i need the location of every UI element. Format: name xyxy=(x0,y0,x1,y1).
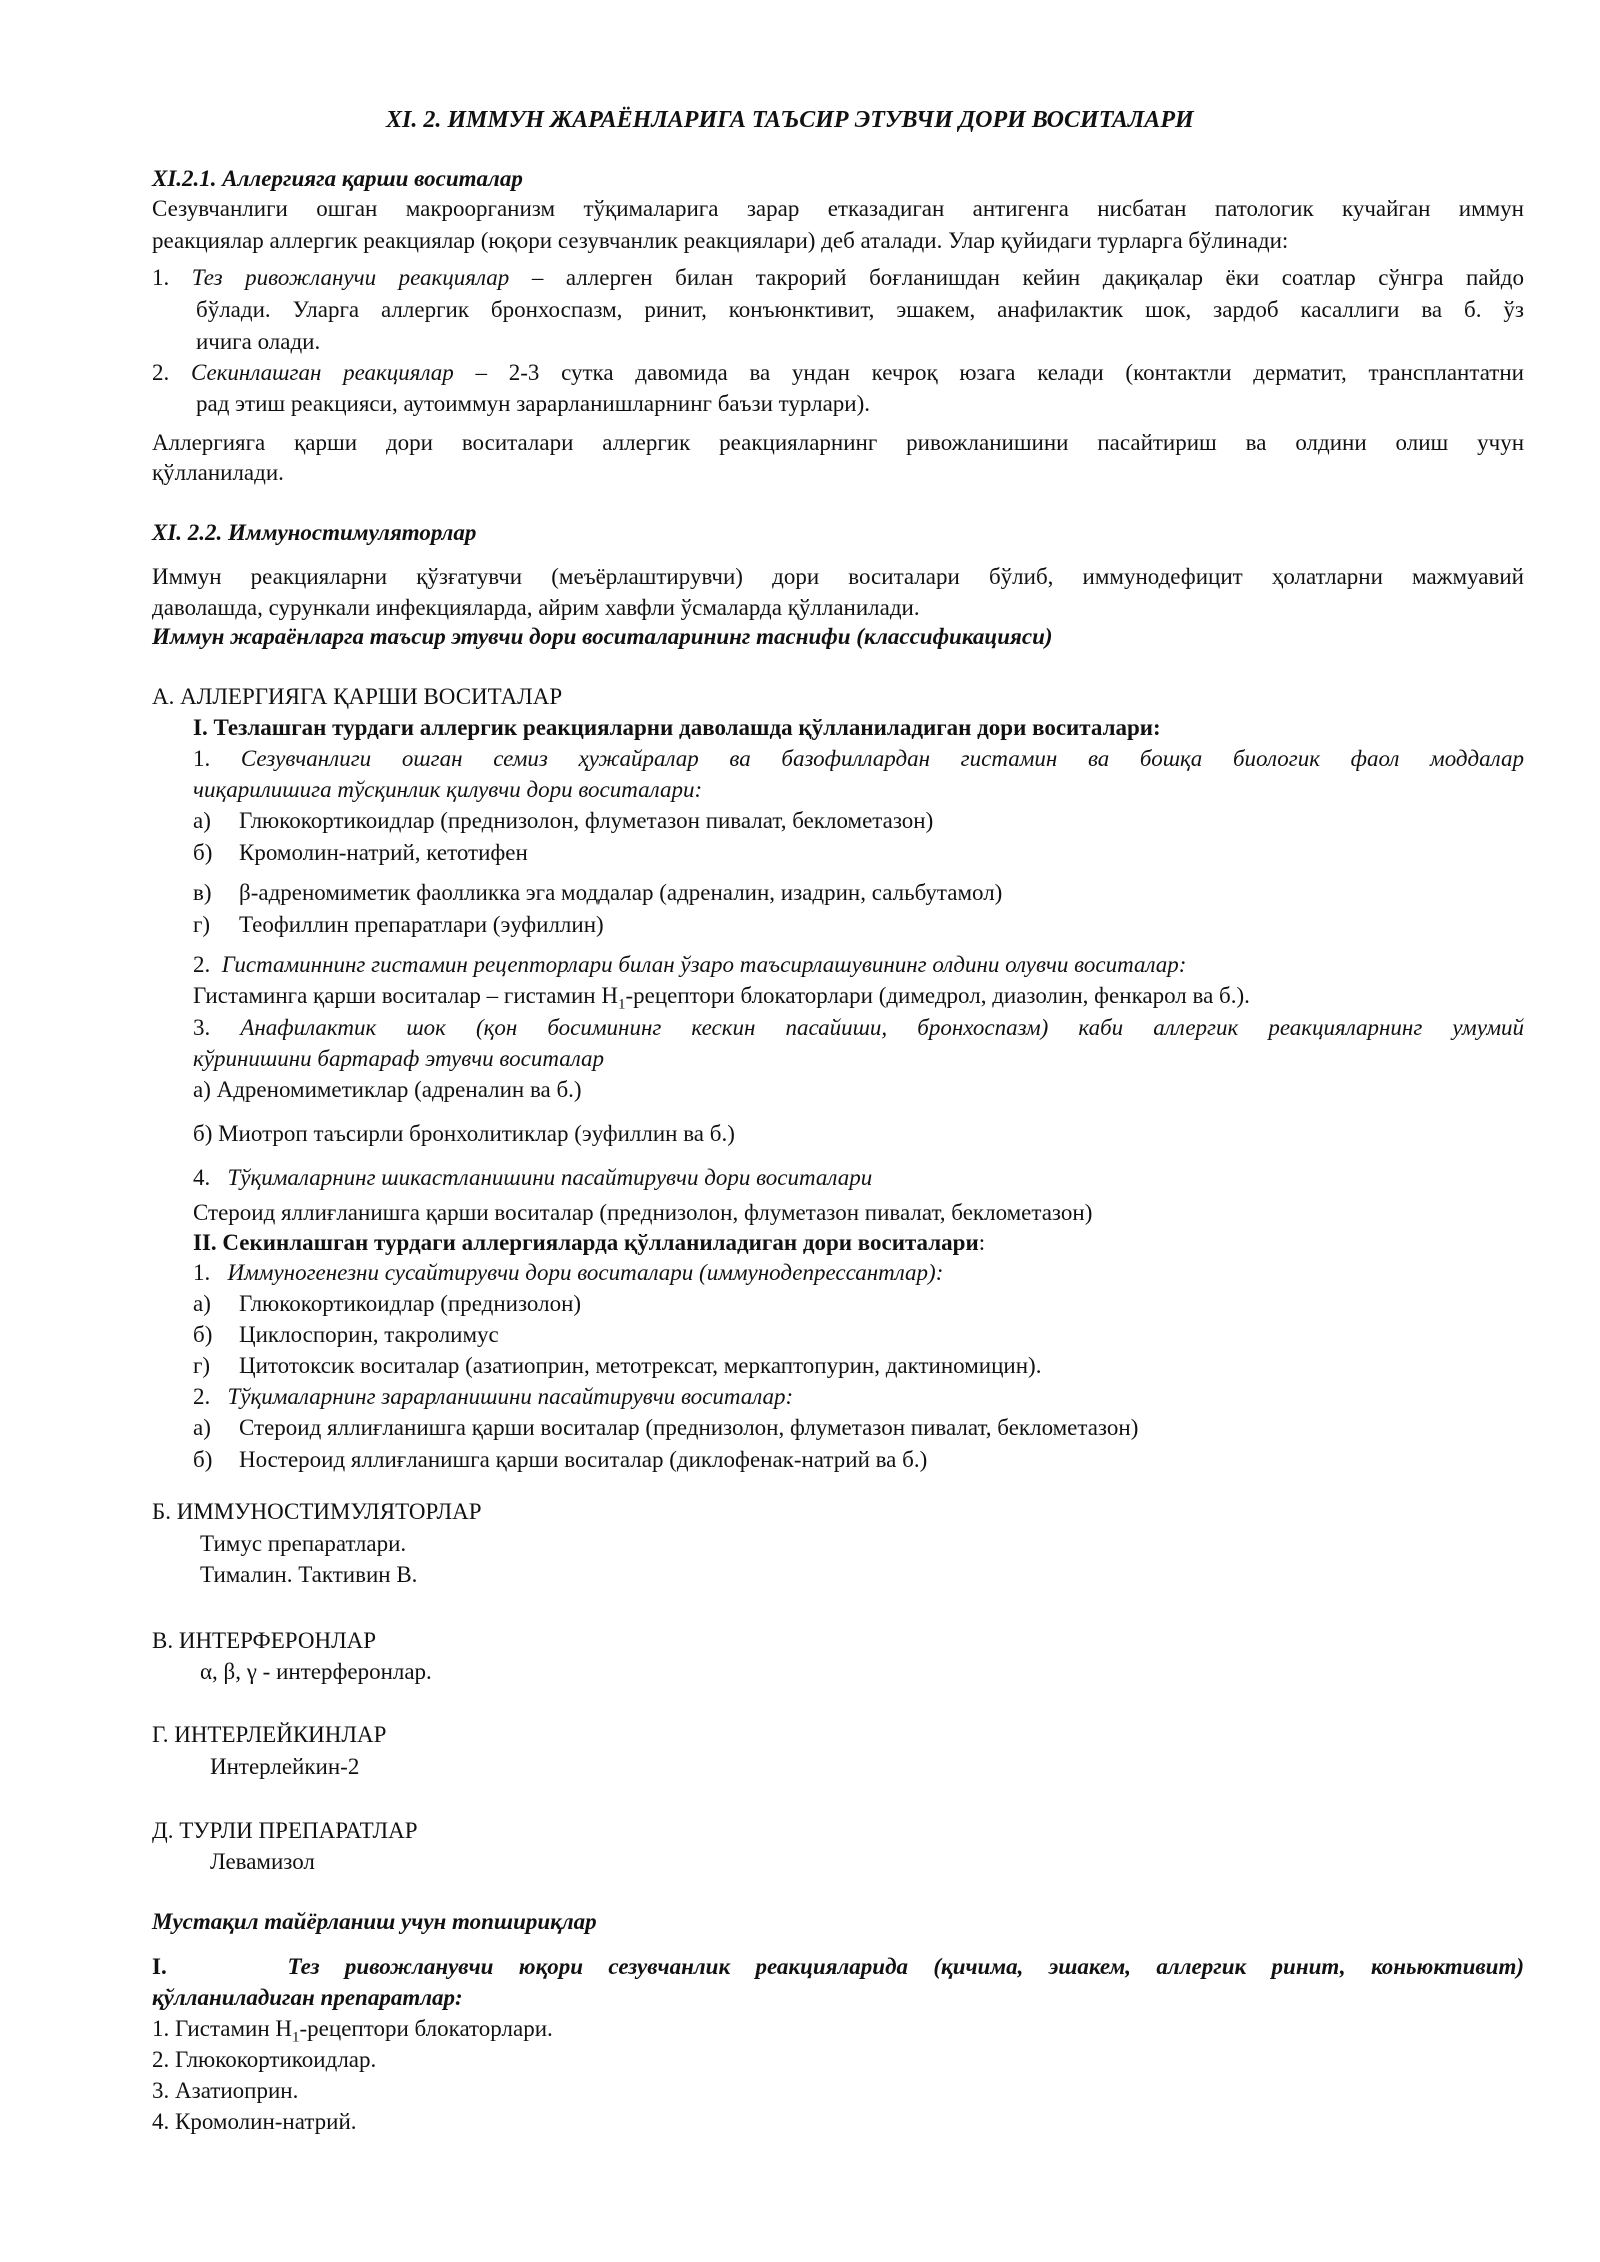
list-item xyxy=(152,263,1524,293)
group-heading: В. ИНТЕРФЕРОНЛАР xyxy=(152,1628,377,1653)
definition: – аллерген билан такрорий боғланишдан кейин дақиқалар ёки соатлар сўнгра пайдо xyxy=(509,265,1524,290)
list-item xyxy=(152,358,1524,388)
heading-text: II. Секинлашган турдаги аллергияларда қўлланиладиган дори воситалари xyxy=(193,1230,979,1255)
list-item-continuation: кўринишини бартараф этувчи воситалар xyxy=(193,1046,605,1071)
subscript: 1 xyxy=(292,2029,300,2046)
list-number: 4. xyxy=(193,1165,211,1190)
group-heading: А. АЛЛЕРГИЯГА ҚАРШИ ВОСИТАЛАР xyxy=(152,684,563,709)
list-number: 1. xyxy=(193,746,211,771)
group-item: Тимус препаратлари. xyxy=(200,1531,407,1556)
term: Секинлашган реакциялар xyxy=(190,360,454,385)
item-title: Сезувчанлиги ошган семиз ҳужайралар ва базофиллардан гистамин ва бошқа биологик фаол моддалар xyxy=(240,746,1524,771)
group-item: Тималин. Тактивин В. xyxy=(200,1562,418,1587)
paragraph-line: реакциялар аллергик реакциялар (юқори сезувчанлик реакциялари) деб аталади. Улар қуйидаги турларга бўлинади: xyxy=(152,228,1289,253)
section-heading: XI. 2.2. Иммуностимуляторлар xyxy=(152,520,477,545)
subgroup-heading xyxy=(193,1228,985,1258)
item-text: Стероид яллиғланишга қарши воситалар (преднизолон, флуметазон пивалат, беклометазон) xyxy=(239,1415,1139,1440)
group-item: α, β, γ - интерферонлар. xyxy=(200,1659,432,1684)
classification-heading: Иммун жараёнларга таъсир этувчи дори воситаларининг таснифи (классификацияси) xyxy=(152,624,1053,649)
sub-item: б) Миотроп таъсирли бронхолитиклар (эуфиллин ва б.) xyxy=(193,1121,735,1146)
paragraph-line: Аллергияга қарши дори воситалари аллергик реакцияларнинг ривожланишини пасайтириш ва олдини олиш учун xyxy=(152,430,1524,455)
item-title: Иммуногенезни сусайтирувчи дори воситалари (иммунодепрессантлар): xyxy=(227,1260,944,1285)
item-marker: а) xyxy=(193,808,211,833)
item-marker: в) xyxy=(193,880,212,905)
list-item xyxy=(193,1382,793,1412)
heading-colon: : xyxy=(978,1230,986,1255)
item-marker: г) xyxy=(193,1353,211,1378)
question-text: Тез ривожланувчи юқори сезувчанлик реакцияларида (қичима, эшакем, аллергик ринит, коньюктивит) xyxy=(287,1954,1524,1979)
list-item xyxy=(193,744,1524,774)
item-text: Теофиллин препаратлари (эуфиллин) xyxy=(239,912,604,937)
list-item xyxy=(193,1013,1524,1043)
list-item xyxy=(193,950,1186,980)
answer-option: 2. Глюкокортикоидлар. xyxy=(152,2047,377,2072)
sub-item xyxy=(193,878,1002,908)
subgroup-heading: I. Тезлашган турдаги аллергик реакцияларни даволашда қўлланиладиган дори воситалари: xyxy=(193,715,1161,740)
paragraph-line: Иммун реакцияларни қўзғатувчи (меъёрлаштирувчи) дори воситалари бўлиб, иммунодефицит ҳолатларни мажмуавий xyxy=(152,564,1524,589)
answer-option: 4. Кромолин-натрий. xyxy=(152,2109,357,2134)
sub-item xyxy=(193,1320,499,1350)
section-heading: XI.2.1. Аллергияга қарши воситалар xyxy=(152,166,523,191)
sub-item xyxy=(193,838,528,868)
list-item-continuation: бўлади. Уларга аллергик бронхоспазм, ринит, конъюнктивит, эшакем, анафилактик шок, зардоб касаллиги ва б. ўз xyxy=(196,297,1524,322)
item-text: Глюкокортикоидлар (преднизолон) xyxy=(239,1291,582,1316)
text-part: 1. Гистамин Н xyxy=(152,2016,293,2041)
text-part: Гистаминга қарши воситалар – гистамин Н xyxy=(193,983,618,1008)
item-title: Тўқималарнинг зарарланишини пасайтирувчи воситалар: xyxy=(227,1384,794,1409)
item-title: Анафилактик шок (қон босимининг кескин пасайиши, бронхоспазм) каби аллергик реакцияларнинг умумий xyxy=(240,1015,1525,1040)
subscript: 1 xyxy=(617,996,626,1013)
item-text: Циклоспорин, такролимус xyxy=(239,1322,499,1347)
list-item-continuation: рад этиш реакцияси, аутоиммун зарарланишларнинг баъзи турлари). xyxy=(196,391,871,416)
text-part: -рецептори блокаторлари. xyxy=(299,2016,553,2041)
text-part: -рецептори блокаторлари (димедрол, диазолин, фенкарол ва б.). xyxy=(625,983,1250,1008)
tasks-heading: Мустақил тайёрланиш учун топшириқлар xyxy=(152,1909,597,1934)
list-number: 2. xyxy=(152,360,170,385)
item-title: Гистаминнинг гистамин рецепторлари билан ўзаро таъсирлашувининг олдини олувчи воситалар: xyxy=(221,952,1187,977)
list-number: 3. xyxy=(193,1015,211,1040)
item-text: Стероид яллиғланишга қарши воситалар (преднизолон, флуметазон пивалат, беклометазон) xyxy=(193,1200,1093,1225)
item-marker: г) xyxy=(193,912,211,937)
list-item xyxy=(193,1258,943,1288)
page-title: XI. 2. ИММУН ЖАРАЁНЛАРИГА ТАЪСИР ЭТУВЧИ ДОРИ ВОСИТАЛАРИ xyxy=(386,107,1194,133)
group-heading: Г. ИНТЕРЛЕЙКИНЛАР xyxy=(152,1722,387,1747)
item-text: Цитотоксик воситалар (азатиоприн, метотрексат, меркаптопурин, дактиномицин). xyxy=(239,1353,1042,1378)
list-number: 2. xyxy=(193,952,211,977)
sub-item xyxy=(193,1289,581,1319)
term: Тез ривожланучи реакциялар xyxy=(191,265,510,290)
item-text: Глюкокортикоидлар (преднизолон, флуметазон пивалат, беклометазон) xyxy=(239,808,934,833)
group-item: Левамизол xyxy=(210,1849,315,1874)
item-marker: б) xyxy=(193,1322,213,1347)
item-title: Тўқималарнинг шикастланишини пасайтирувчи дори воситалари xyxy=(227,1165,873,1190)
sub-item: а) Адреномиметиклар (адреналин ва б.) xyxy=(193,1077,582,1102)
group-heading: Д. ТУРЛИ ПРЕПАРАТЛАР xyxy=(152,1818,418,1843)
item-marker: б) xyxy=(193,1447,213,1472)
item-marker: б) xyxy=(193,840,213,865)
task-question xyxy=(152,1952,1524,1982)
paragraph-line: даволашда, сурункали инфекцияларда, айрим хавфли ўсмаларда қўлланилади. xyxy=(152,595,920,620)
sub-item xyxy=(193,1445,927,1475)
sub-item xyxy=(193,806,933,836)
list-item xyxy=(193,1163,872,1193)
list-item-continuation: чиқарилишига тўсқинлик қилувчи дори воситалари: xyxy=(193,777,703,802)
list-number: 1. xyxy=(152,265,170,290)
sub-item xyxy=(193,1413,1138,1443)
list-number: 1. xyxy=(193,1260,211,1285)
group-item: Интерлейкин-2 xyxy=(210,1754,360,1779)
roman-numeral: I. xyxy=(152,1954,167,1979)
sub-item xyxy=(193,1351,1041,1381)
item-marker: а) xyxy=(193,1291,211,1316)
item-text: Кромолин-натрий, кетотифен xyxy=(239,840,528,865)
item-text: β-адреномиметик фаолликка эга моддалар (адреналин, изадрин, сальбутамол) xyxy=(239,880,1003,905)
paragraph-line: Сезувчанлиги ошган макроорганизм тўқималарига зарар етказадиган антигенга нисбатан патологик кучайган иммун xyxy=(152,196,1524,221)
list-item-continuation: ичига олади. xyxy=(196,329,321,354)
sub-item xyxy=(193,910,604,940)
answer-option: 3. Азатиоприн. xyxy=(152,2078,299,2103)
group-heading: Б. ИММУНОСТИМУЛЯТОРЛАР xyxy=(152,1499,482,1524)
paragraph-line: қўлланилади. xyxy=(152,460,284,485)
item-text: Ностероид яллиғланишга қарши воситалар (диклофенак-натрий ва б.) xyxy=(239,1447,928,1472)
item-marker: а) xyxy=(193,1415,211,1440)
definition: – 2-3 сутка давомида ва ундан кечроқ юзага келади (контактли дерматит, трансплантатни xyxy=(453,360,1524,385)
task-question-continuation: қўлланиладиган препаратлар: xyxy=(152,1985,463,2010)
list-number: 2. xyxy=(193,1384,211,1409)
